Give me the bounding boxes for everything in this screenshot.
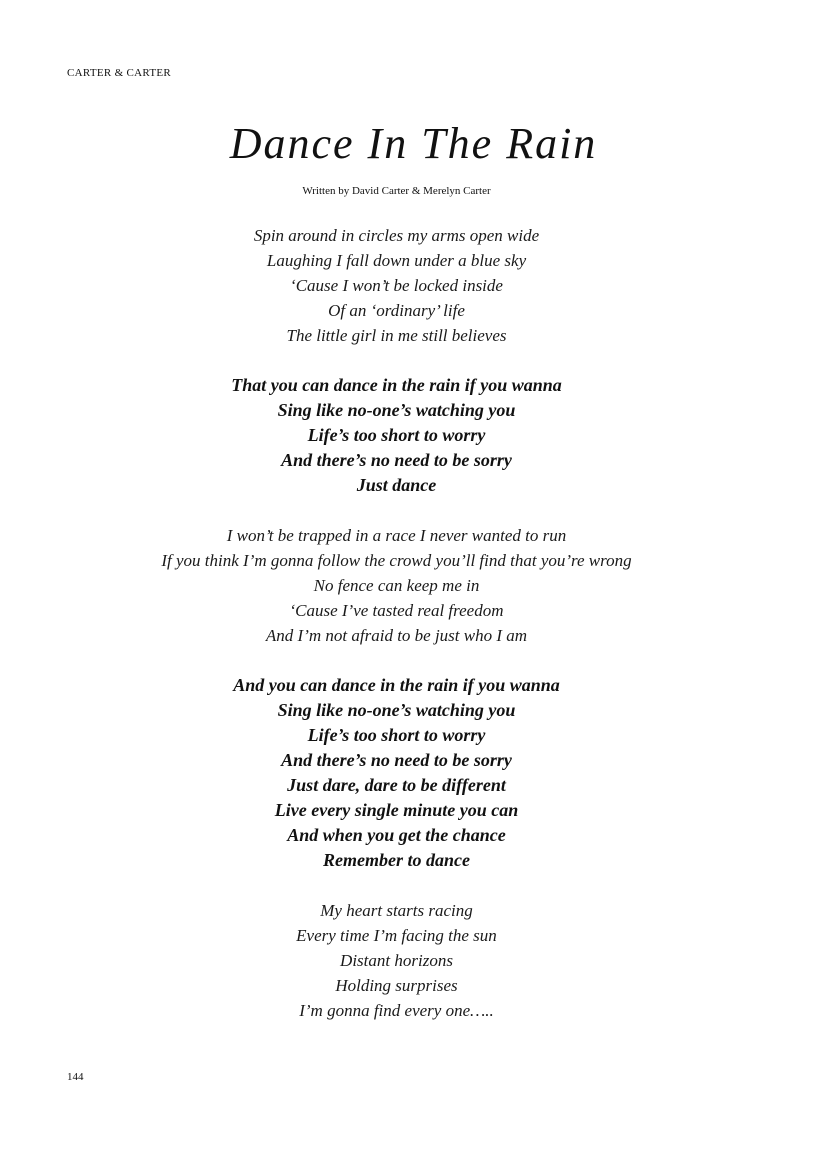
verse-stanza	[0, 223, 793, 348]
chorus-stanza	[0, 673, 793, 873]
lyric-line: Laughing I fall down under a blue sky	[266, 251, 527, 270]
lyric-line: Remember to dance	[323, 850, 470, 870]
page-number: 144	[67, 1071, 84, 1083]
lyric-line: And I’m not afraid to be just who I am	[265, 626, 528, 645]
running-header: CARTER & CARTER	[67, 67, 172, 79]
lyric-line: And there’s no need to be sorry	[281, 450, 512, 470]
verse-stanza	[0, 898, 793, 1023]
lyrics-body	[0, 223, 793, 1048]
lyric-line: And there’s no need to be sorry	[281, 750, 512, 770]
lyric-line: Holding surprises	[335, 976, 458, 995]
lyric-line: ‘Cause I’ve tasted real freedom	[289, 601, 504, 620]
lyric-line: Sing like no-one’s watching you	[277, 700, 516, 720]
lyric-line: Life’s too short to worry	[307, 725, 486, 745]
lyric-line: Every time I’m facing the sun	[296, 926, 497, 945]
lyric-line: ‘Cause I won’t be locked inside	[290, 276, 503, 295]
song-credits: Written by David Carter & Merelyn Carter	[302, 185, 491, 197]
lyric-line: No fence can keep me in	[313, 576, 480, 595]
lyric-line: And you can dance in the rain if you wanna	[233, 675, 560, 695]
lyric-line: I’m gonna find every one…..	[299, 1001, 494, 1020]
lyric-line: Just dare, dare to be different	[287, 775, 506, 795]
lyric-line: Life’s too short to worry	[307, 425, 486, 445]
lyric-line: I won’t be trapped in a race I never wanted to run	[226, 526, 567, 545]
song-title: Dance In The Rain	[229, 119, 598, 168]
lyric-line: That you can dance in the rain if you wanna	[231, 375, 562, 395]
lyric-line: My heart starts racing	[320, 901, 473, 920]
lyric-line: Just dance	[356, 475, 437, 495]
lyric-line: Spin around in circles my arms open wide	[253, 226, 540, 245]
lyric-line: Distant horizons	[340, 951, 453, 970]
verse-stanza	[0, 523, 793, 648]
lyric-line: If you think I’m gonna follow the crowd you’ll find that you’re wrong	[161, 551, 632, 570]
lyric-line: Live every single minute you can	[274, 800, 519, 820]
lyric-line: The little girl in me still believes	[286, 326, 507, 345]
lyric-line: Of an ‘ordinary’ life	[328, 301, 465, 320]
lyric-line: And when you get the chance	[287, 825, 506, 845]
lyric-line: Sing like no-one’s watching you	[277, 400, 516, 420]
chorus-stanza	[0, 373, 793, 498]
